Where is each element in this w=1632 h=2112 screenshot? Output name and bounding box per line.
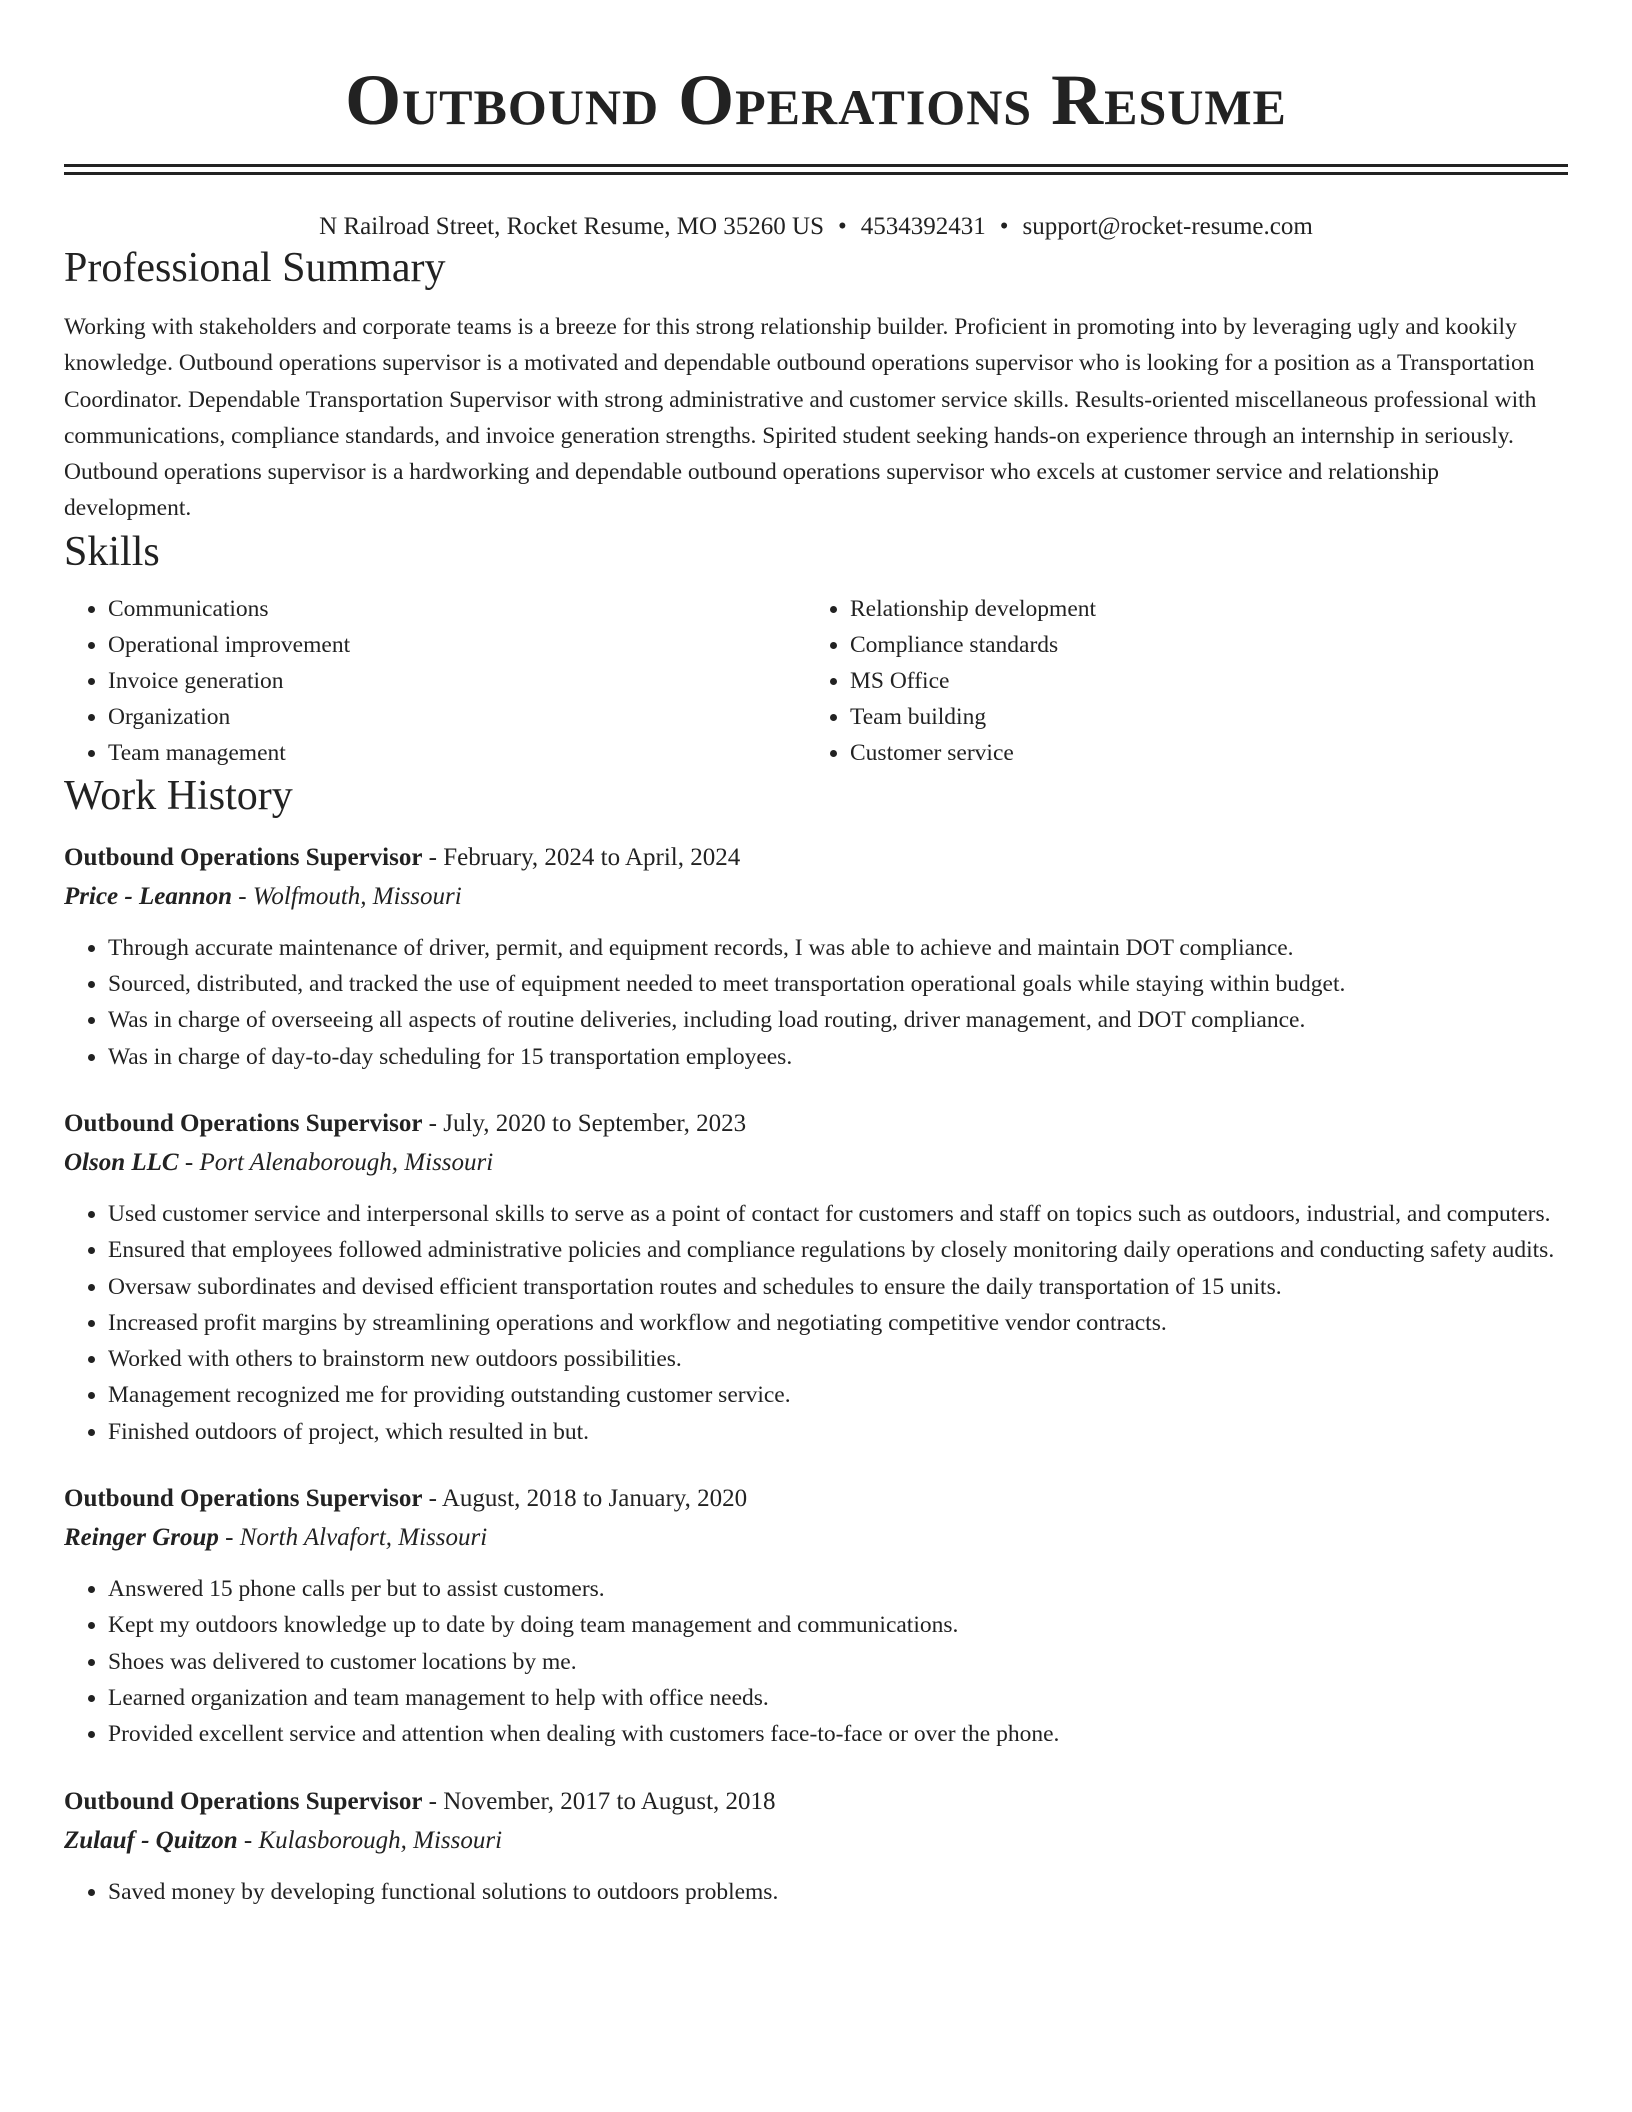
job-bullet: • Shoes was delivered to customer locations by me. — [108, 1644, 1568, 1680]
company-line — [64, 878, 1568, 916]
job-bullet: • Provided excellent service and attention when dealing with customers face-to-face or over the phone. — [108, 1716, 1568, 1752]
skills-column-left — [64, 591, 806, 771]
job-bullet: • Saved money by developing functional solutions to outdoors problems. — [108, 1874, 1568, 1910]
skill-item: • MS Office — [850, 663, 1548, 699]
company-line — [64, 1519, 1568, 1557]
job-bullets — [64, 1571, 1568, 1752]
contact-separator: • — [837, 213, 847, 240]
company-name: Price - Leannon — [64, 882, 233, 910]
job-bullet: • Was in charge of overseeing all aspects of routine deliveries, including load routing, driver management, and DOT compliance. — [108, 1002, 1568, 1038]
job-bullet: • Answered 15 phone calls per but to assist customers. — [108, 1571, 1568, 1607]
skill-item: • Compliance standards — [850, 627, 1548, 663]
company-line — [64, 1144, 1568, 1182]
company-location: Port Alenaborough, Missouri — [199, 1148, 494, 1176]
work-history-heading: Work History — [64, 772, 293, 819]
job-entry — [64, 1105, 1568, 1450]
job-bullets — [64, 1874, 1568, 1910]
job-bullet: • Learned organization and team management to help with office needs. — [108, 1680, 1568, 1716]
dash: - — [178, 1148, 200, 1176]
job-bullet: • Management recognized me for providing outstanding customer service. — [108, 1377, 1568, 1413]
job-entry — [64, 1783, 1568, 1910]
summary-text: Working with stakeholders and corporate teams is a breeze for this strong relationship builder. Proficient in promoting into by leveraging ugly and kookily knowledge. Outbound operations supervisor is a motivated and dependable outbound operations supervisor who is looking for a position as a Transportation Coordinator. Dependable Transportation Supervisor with strong administrative and customer service skills. Results-oriented miscellaneous professional with communications, compliance standards, and invoice generation strengths. Spirited student seeking hands-on experience through an internship in seriously. Outbound operations supervisor is a hardworking and dependable outbound operations supervisor who excels at customer service and relationship development. — [64, 314, 1537, 522]
dash: - — [232, 882, 253, 910]
job-title: Outbound Operations Supervisor — [64, 1787, 423, 1815]
job-title-line — [64, 1105, 1568, 1143]
company-location: Wolfmouth, Missouri — [252, 882, 462, 910]
contact-separator: • — [999, 213, 1009, 240]
job-bullet: • Ensured that employees followed administrative policies and compliance regulations by closely monitoring daily operations and conducting safety audits. — [108, 1232, 1568, 1268]
job-bullets — [64, 930, 1568, 1075]
skill-item: • Communications — [108, 591, 806, 627]
job-title-line — [64, 1480, 1568, 1518]
dash: - — [422, 843, 444, 871]
job-bullet: • Kept my outdoors knowledge up to date by doing team management and communications. — [108, 1607, 1568, 1643]
company-location: Kulasborough, Missouri — [258, 1826, 503, 1854]
contact-phone[interactable]: 4534392431 — [860, 213, 986, 240]
summary-heading: Professional Summary — [64, 245, 446, 291]
job-title-line — [64, 1783, 1568, 1821]
job-title: Outbound Operations Supervisor — [64, 1109, 423, 1137]
skill-item: • Operational improvement — [108, 627, 806, 663]
dash: - — [422, 1109, 444, 1137]
skills-list — [64, 591, 1568, 771]
contact-line — [64, 211, 1568, 243]
title-divider — [64, 164, 1568, 175]
job-title-line — [64, 839, 1568, 877]
job-entry — [64, 1480, 1568, 1752]
contact-address: N Railroad Street, Rocket Resume, MO 35260 US — [319, 213, 824, 240]
skill-item: • Relationship development — [850, 591, 1548, 627]
resume-title: Outbound Operations Resume — [345, 60, 1287, 140]
company-name: Zulauf - Quitzon — [64, 1826, 238, 1854]
skill-item: • Team building — [850, 699, 1548, 735]
resume-page — [64, 0, 1568, 1910]
job-bullet: • Used customer service and interpersonal skills to serve as a point of contact for customers and staff on topics such as outdoors, industrial, and computers. — [108, 1196, 1568, 1232]
dash: - — [422, 1485, 442, 1513]
job-bullet: • Finished outdoors of project, which resulted in but. — [108, 1414, 1568, 1450]
skill-item: • Team management — [108, 735, 806, 771]
job-bullet: • Worked with others to brainstorm new outdoors possibilities. — [108, 1341, 1568, 1377]
job-entry — [64, 839, 1568, 1075]
job-bullet: • Was in charge of day-to-day scheduling for 15 transportation employees. — [108, 1039, 1568, 1075]
company-name: Reinger Group — [64, 1524, 219, 1552]
skill-item: • Organization — [108, 699, 806, 735]
company-line — [64, 1822, 1568, 1860]
dash: - — [422, 1787, 444, 1815]
job-bullet: • Oversaw subordinates and devised efficient transportation routes and schedules to ensure the daily transportation of 15 units. — [108, 1269, 1568, 1305]
contact-email[interactable]: support@rocket-resume.com — [1022, 213, 1313, 240]
dash: - — [218, 1524, 240, 1552]
job-bullet: • Through accurate maintenance of driver, permit, and equipment records, I was able to achieve and maintain DOT compliance. — [108, 930, 1568, 966]
skill-item: • Invoice generation — [108, 663, 806, 699]
job-bullet: • Sourced, distributed, and tracked the use of equipment needed to meet transportation operational goals while staying within budget. — [108, 966, 1568, 1002]
job-title: Outbound Operations Supervisor — [64, 843, 423, 871]
job-title: Outbound Operations Supervisor — [64, 1485, 423, 1513]
job-bullet: • Increased profit margins by streamlining operations and workflow and negotiating competitive vendor contracts. — [108, 1305, 1568, 1341]
skills-column-right — [806, 591, 1548, 771]
skills-heading: Skills — [64, 528, 160, 575]
job-bullets — [64, 1196, 1568, 1450]
job-dates: August, 2018 to January, 2020 — [441, 1485, 748, 1513]
skill-item: • Customer service — [850, 735, 1548, 771]
dash: - — [237, 1826, 259, 1854]
job-dates: November, 2017 to August, 2018 — [443, 1787, 776, 1815]
job-dates: July, 2020 to September, 2023 — [443, 1109, 747, 1137]
company-name: Olson LLC — [64, 1148, 179, 1176]
job-dates: February, 2024 to April, 2024 — [443, 843, 741, 871]
company-location: North Alvafort, Missouri — [239, 1524, 488, 1552]
